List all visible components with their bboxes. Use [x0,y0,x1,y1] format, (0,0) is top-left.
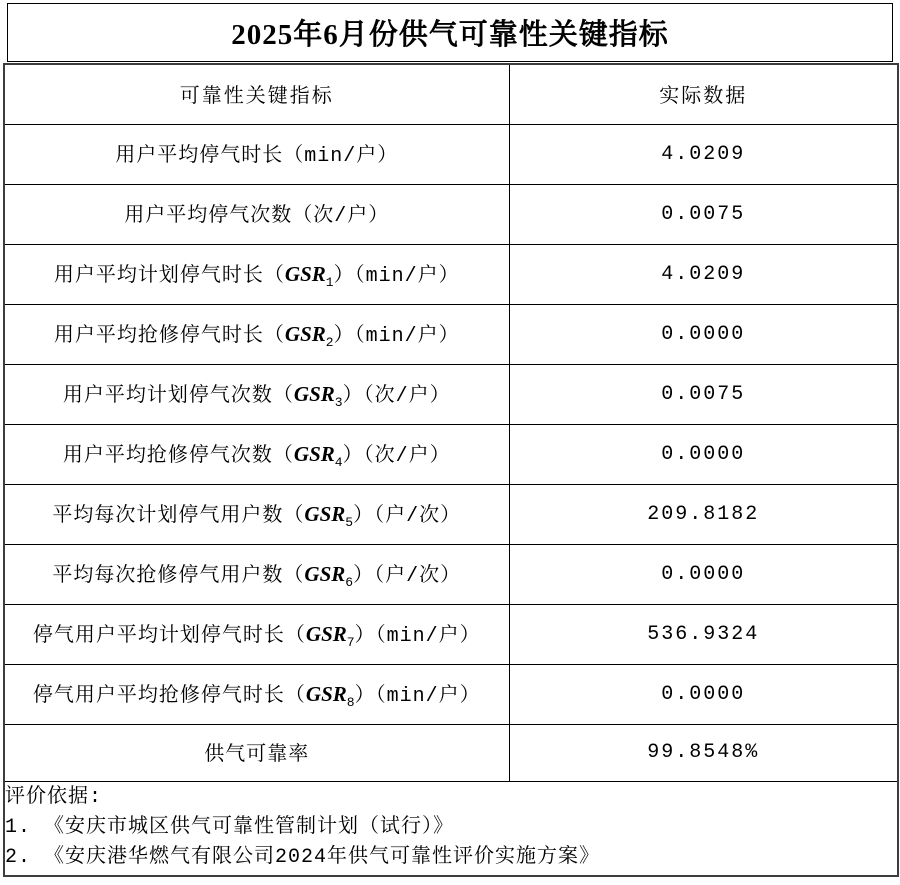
gsr-subscript: 4 [334,455,343,470]
table-row [4,364,898,424]
row-value: 0.0075 [509,184,898,244]
row-label-unit: ）（户/次） [353,565,462,588]
row-label-unit: ）（min/户） [333,325,460,348]
footer-heading: 评价依据: [5,786,103,810]
row-label [4,484,509,544]
row-value: 209.8182 [509,484,898,544]
table-row [4,244,898,304]
row-label [4,364,509,424]
table-row [4,604,898,664]
row-label-text: 用户平均停气次数 [124,205,293,228]
row-label [4,664,509,724]
row-label-text: 用户平均抢修停气次数（ [62,445,294,468]
row-label-unit: ）（次/户） [342,385,451,408]
table-row [4,484,898,544]
gsr-symbol: GSR [293,382,335,406]
row-value: 0.0075 [509,364,898,424]
gsr-subscript: 3 [334,395,343,410]
row-label-unit: （min/户） [283,145,399,168]
row-label [4,184,509,244]
table-row [4,424,898,484]
row-value: 4.0209 [509,244,898,304]
gsr-symbol: GSR [293,442,335,466]
table-row [4,724,898,781]
row-label [4,724,509,781]
row-label-text: 停气用户平均抢修停气时长（ [32,685,306,708]
footer-row [4,781,898,876]
header-cell-indicator: 可靠性关键指标 [4,64,509,124]
row-label-unit: ）（min/户） [354,685,481,708]
gsr-subscript: 7 [346,635,355,650]
row-label [4,124,509,184]
row-label-text: 用户平均停气时长 [115,145,284,168]
row-label-text: 用户平均计划停气时长（ [53,265,285,288]
row-label-unit: ）（min/户） [333,265,460,288]
gsr-subscript: 2 [325,335,334,350]
footer-reference-1: 1. 《安庆市城区供气可靠性管制计划（试行）》 [5,816,455,840]
row-label [4,604,509,664]
gsr-symbol: GSR [304,502,346,526]
row-label [4,304,509,364]
row-label-unit: ）（户/次） [353,505,462,528]
row-label-unit: ）（次/户） [342,445,451,468]
row-label-text: 用户平均抢修停气时长（ [53,325,285,348]
gsr-subscript: 6 [345,575,354,590]
table-row [4,544,898,604]
table-row [4,184,898,244]
row-label-text: 平均每次计划停气用户数（ [52,505,305,528]
gsr-subscript: 8 [346,695,355,710]
row-value: 0.0000 [509,304,898,364]
row-value: 4.0209 [509,124,898,184]
gsr-symbol: GSR [284,262,326,286]
table-header-row [4,64,898,124]
evaluation-basis-note [4,781,898,876]
row-label [4,544,509,604]
row-value: 99.8548% [509,724,898,781]
row-value: 0.0000 [509,424,898,484]
row-label [4,244,509,304]
row-label-text: 停气用户平均计划停气时长（ [32,625,306,648]
gsr-symbol: GSR [304,562,346,586]
gsr-subscript: 1 [325,275,334,290]
row-value: 536.9324 [509,604,898,664]
gsr-symbol: GSR [305,682,347,706]
table-row [4,304,898,364]
row-label [4,424,509,484]
row-label-text: 用户平均计划停气次数（ [62,385,294,408]
row-value: 0.0000 [509,544,898,604]
header-cell-value: 实际数据 [509,64,898,124]
row-label-text: 平均每次抢修停气用户数（ [52,565,305,588]
reliability-indicators-table [3,63,899,877]
footer-reference-2: 2. 《安庆港华燃气有限公司2024年供气可靠性评价实施方案》 [5,846,601,870]
row-label-unit: ）（min/户） [354,625,481,648]
page-title-text: 2025年6月份供气可靠性关键指标 [231,19,669,51]
gsr-symbol: GSR [305,622,347,646]
table-row [4,664,898,724]
page-title [7,3,893,62]
row-label-text: 供气可靠率 [204,743,310,767]
row-label-unit: （次/户） [292,205,390,228]
gsr-symbol: GSR [284,322,326,346]
row-value: 0.0000 [509,664,898,724]
table-row [4,124,898,184]
gsr-subscript: 5 [345,515,354,530]
